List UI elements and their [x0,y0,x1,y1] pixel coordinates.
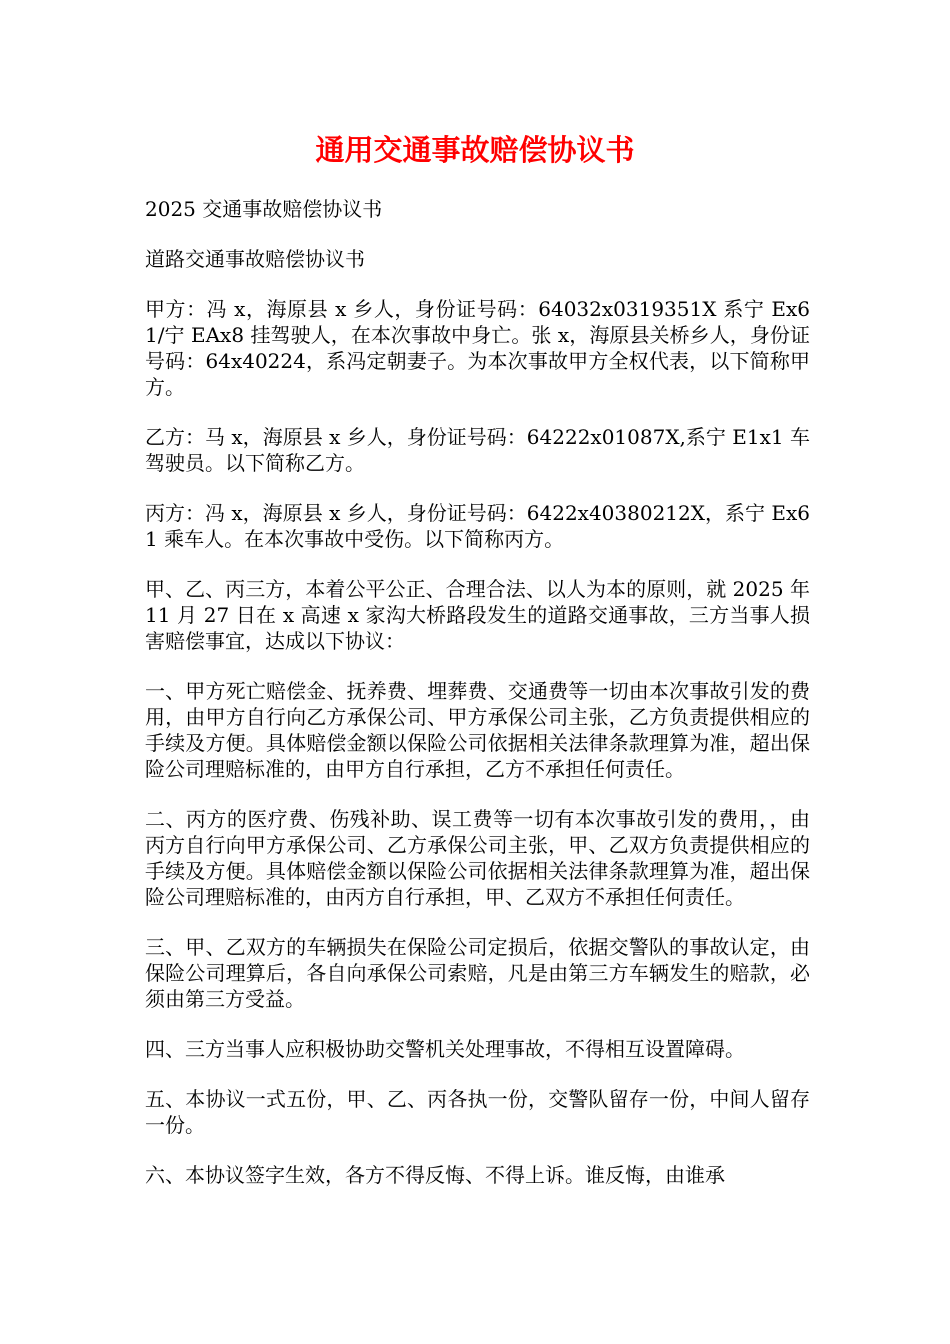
paragraph-party-b: 乙方：马 x，海原县 x 乡人，身份证号码：64222x01087X,系宁 E1x1 车驾驶员。以下简称乙方。 [145,425,810,475]
paragraph-subtitle-road: 道路交通事故赔偿协议书 [145,247,365,271]
paragraph-preamble: 甲、乙、丙三方，本着公平公正、合理合法、以人为本的原则，就 2025 年 11 月 27 日在 x 高速 x 家沟大桥路段发生的道路交通事故，三方当事人损害赔偿事宜，达成以下协议： [145,577,810,653]
paragraph-clause-5: 五、本协议一式五份，甲、乙、丙各执一份，交警队留存一份，中间人留存一份。 [145,1087,810,1137]
paragraph-party-a: 甲方：冯 x，海原县 x 乡人，身份证号码：64032x0319351X 系宁 Ex61/宁 EAx8 挂驾驶人，在本次事故中身亡。张 x，海原县关桥乡人，身份证号码：64x40224，系冯定朝妻子。为本次事故甲方全权代表，以下简称甲方。 [145,297,810,399]
paragraph-subtitle-2025: 2025 交通事故赔偿协议书 [145,197,383,221]
document-body [145,196,810,1212]
paragraph-clause-1: 一、甲方死亡赔偿金、抚养费、埋葬费、交通费等一切由本次事故引发的费用，由甲方自行向乙方承保公司、甲方承保公司主张，乙方负责提供相应的手续及方便。具体赔偿金额以保险公司依据相关法律条款理算为准，超出保险公司理赔标准的，由甲方自行承担，乙方不承担任何责任。 [145,679,810,781]
paragraph-clause-4: 四、三方当事人应积极协助交警机关处理事故，不得相互设置障碍。 [145,1037,745,1061]
paragraph-clause-2: 二、丙方的医疗费、伤残补助、误工费等一切有本次事故引发的费用，，由丙方自行向甲方承保公司、乙方承保公司主张，甲、乙双方负责提供相应的手续及方便。具体赔偿金额以保险公司依据相关法律条款理算为准，超出保险公司理赔标准的，由丙方自行承担，甲、乙双方不承担任何责任。 [145,807,810,909]
paragraph-party-c: 丙方：冯 x，海原县 x 乡人，身份证号码：6422x40380212X，系宁 Ex61 乘车人。在本次事故中受伤。以下简称丙方。 [145,501,810,551]
paragraph-clause-3: 三、甲、乙双方的车辆损失在保险公司定损后，依据交警队的事故认定，由保险公司理算后，各自向承保公司索赔，凡是由第三方车辆发生的赔款，必须由第三方受益。 [145,935,810,1011]
document-title: 通用交通事故赔偿协议书 [315,133,635,167]
paragraph-clause-6: 六、本协议签字生效，各方不得反悔、不得上诉。谁反悔，由谁承 [145,1163,725,1187]
